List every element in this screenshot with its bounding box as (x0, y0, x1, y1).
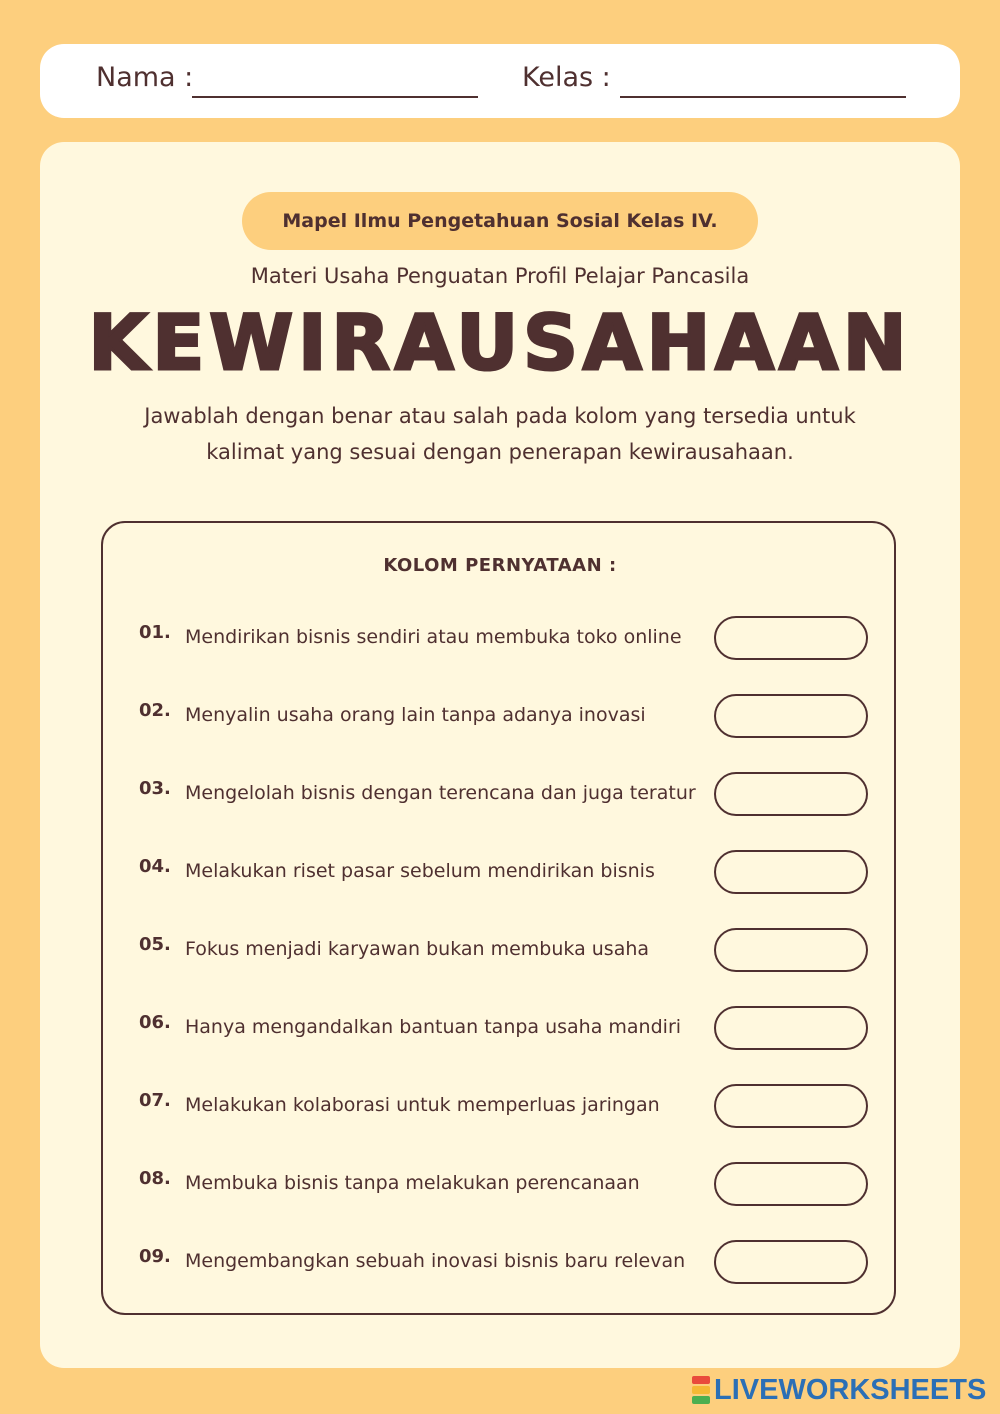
answer-box[interactable] (714, 1240, 868, 1284)
answer-box[interactable] (714, 1084, 868, 1128)
answer-box[interactable] (714, 850, 868, 894)
statement-text: Mengelolah bisnis dengan terencana dan juga teratur (185, 782, 696, 804)
statement-number: 05. (139, 934, 171, 955)
liveworksheets-logo-icon (692, 1376, 710, 1404)
student-info-bar (40, 44, 960, 118)
name-label: Nama : (96, 62, 194, 93)
statement-number: 04. (139, 856, 171, 877)
statement-row (0, 694, 1000, 740)
statement-row (0, 1240, 1000, 1286)
answer-box[interactable] (714, 1162, 868, 1206)
statement-row (0, 616, 1000, 662)
instructions-line-2: kalimat yang sesuai dengan penerapan kewirausahaan. (206, 440, 794, 464)
class-label: Kelas : (522, 62, 611, 93)
logo-text: LIVEWORKSHEETS (714, 1373, 987, 1406)
statement-text: Hanya mengandalkan bantuan tanpa usaha mandiri (185, 1016, 682, 1038)
statement-number: 02. (139, 700, 171, 721)
answer-box[interactable] (714, 694, 868, 738)
answer-box[interactable] (714, 772, 868, 816)
statement-text: Menyalin usaha orang lain tanpa adanya inovasi (185, 704, 646, 726)
statement-column-header: KOLOM PERNYATAAN : (383, 555, 617, 576)
liveworksheets-logo[interactable] (692, 1374, 986, 1406)
statement-row (0, 850, 1000, 896)
statement-text: Mendirikan bisnis sendiri atau membuka toko online (185, 626, 682, 648)
statement-number: 03. (139, 778, 171, 799)
instructions (110, 398, 890, 470)
statement-text: Mengembangkan sebuah inovasi bisnis baru relevan (185, 1250, 686, 1272)
statement-row (0, 1006, 1000, 1052)
statement-text: Fokus menjadi karyawan bukan membuka usaha (185, 938, 650, 960)
statement-text: Melakukan riset pasar sebelum mendirikan bisnis (185, 860, 655, 882)
answer-box[interactable] (714, 616, 868, 660)
worksheet-title: KEWIRAUSAHAAN (88, 298, 912, 387)
statement-text: Membuka bisnis tanpa melakukan perencanaan (185, 1172, 640, 1194)
statement-text: Melakukan kolaborasi untuk memperluas jaringan (185, 1094, 660, 1116)
statement-number: 07. (139, 1090, 171, 1111)
statement-number: 01. (139, 622, 171, 643)
statement-row (0, 928, 1000, 974)
answer-box[interactable] (714, 1006, 868, 1050)
statement-number: 09. (139, 1246, 171, 1267)
statement-row (0, 1162, 1000, 1208)
statement-number: 06. (139, 1012, 171, 1033)
statement-number: 08. (139, 1168, 171, 1189)
statement-row (0, 772, 1000, 818)
answer-box[interactable] (714, 928, 868, 972)
statement-row (0, 1084, 1000, 1130)
class-input-line[interactable] (620, 96, 906, 98)
materi-subtitle: Materi Usaha Penguatan Profil Pelajar Pancasila (250, 264, 750, 288)
subject-badge: Mapel Ilmu Pengetahuan Sosial Kelas IV. (242, 192, 758, 250)
instructions-line-1: Jawablah dengan benar atau salah pada kolom yang tersedia untuk (144, 404, 856, 428)
name-input-line[interactable] (192, 96, 478, 98)
